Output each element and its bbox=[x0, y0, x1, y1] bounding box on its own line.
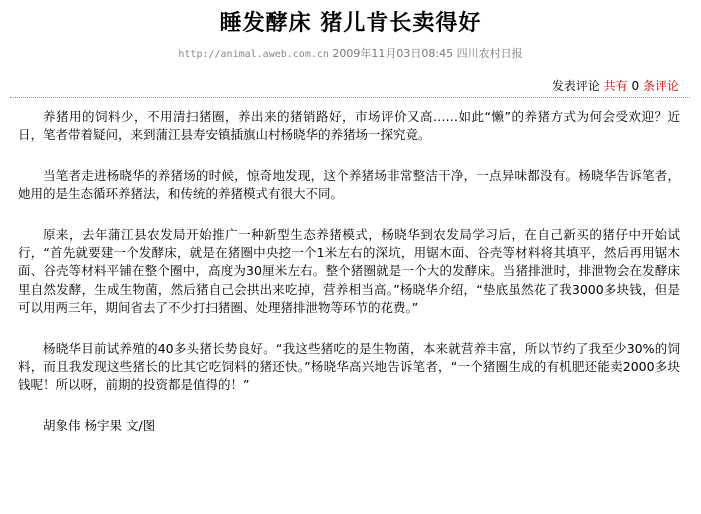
article-body bbox=[18, 108, 680, 457]
article-paragraph: 原来，去年蒲江县农发局开始推广一种新型生态养猪模式，杨晓华到农发局学习后，在自己新买的猪仔中开始试行，“首先就要建一个发酵床，就是在猪圈中央挖一个1米左右的深坑，用锯木面、谷壳等材料将其填平，然后再用锯木面、谷壳等材料平铺在整个圈中，高度为30厘米左右。整个猪圈就是一个大的发酵床。当猪排泄时，排泄物会在发酵床里自然发酵，生成生物菌，然后猪自己会拱出来吃掉，营养相当高。”杨晓华介绍，“垫底虽然花了我3000多块钱，但是可以用两三年，期间省去了不少打扫猪圈、处理猪排泄物等环节的花费。” bbox=[18, 226, 680, 316]
comment-total-prefix: 共有 bbox=[603, 79, 628, 93]
article-paragraph: 养猪用的饲料少，不用清扫猪圈，养出来的猪销路好，市场评价又高……如此“懒”的养猪方式为何会受欢迎？近日，笔者带着疑问，来到蒲江县寿安镇插旗山村杨晓华的养猪场一探究竟。 bbox=[18, 109, 680, 143]
source-date: 2009年11月03日08:45 bbox=[332, 47, 454, 60]
article-paragraph: 杨晓华目前试养殖的40多头猪长势良好。“我这些猪吃的是生物菌，本来就营养丰富，所以节约了我至少30%的饲料，而且我发现这些猪长的比其它吃饲料的猪还快。”杨晓华高兴地告诉笔者，“一个猪圈生成的有机肥还能卖2000多块钱呢！所以呀，前期的投资都是值得的！” bbox=[18, 340, 680, 393]
article-paragraph: 当笔者走进杨晓华的养猪场的时候，惊奇地发现，这个养猪场非常整洁干净，一点异味都没有。杨晓华告诉笔者，她用的是生态循环养猪法，和传统的养猪模式有很大不同。 bbox=[18, 167, 680, 202]
article-title: 睡发酵床 猪儿肯长卖得好 bbox=[219, 11, 482, 36]
article-source-line bbox=[0, 45, 701, 61]
view-comments-link[interactable]: 条评论 bbox=[642, 79, 679, 93]
source-name: 四川农村日报 bbox=[456, 47, 523, 60]
header-divider bbox=[10, 97, 690, 98]
source-url[interactable]: http://animal.aweb.com.cn bbox=[178, 49, 329, 60]
comment-count: 0 bbox=[631, 79, 640, 93]
post-comment-link[interactable]: 发表评论 bbox=[551, 79, 600, 93]
article-author: 胡象伟 杨宇果 文/图 bbox=[43, 417, 156, 433]
comment-bar bbox=[552, 77, 679, 94]
